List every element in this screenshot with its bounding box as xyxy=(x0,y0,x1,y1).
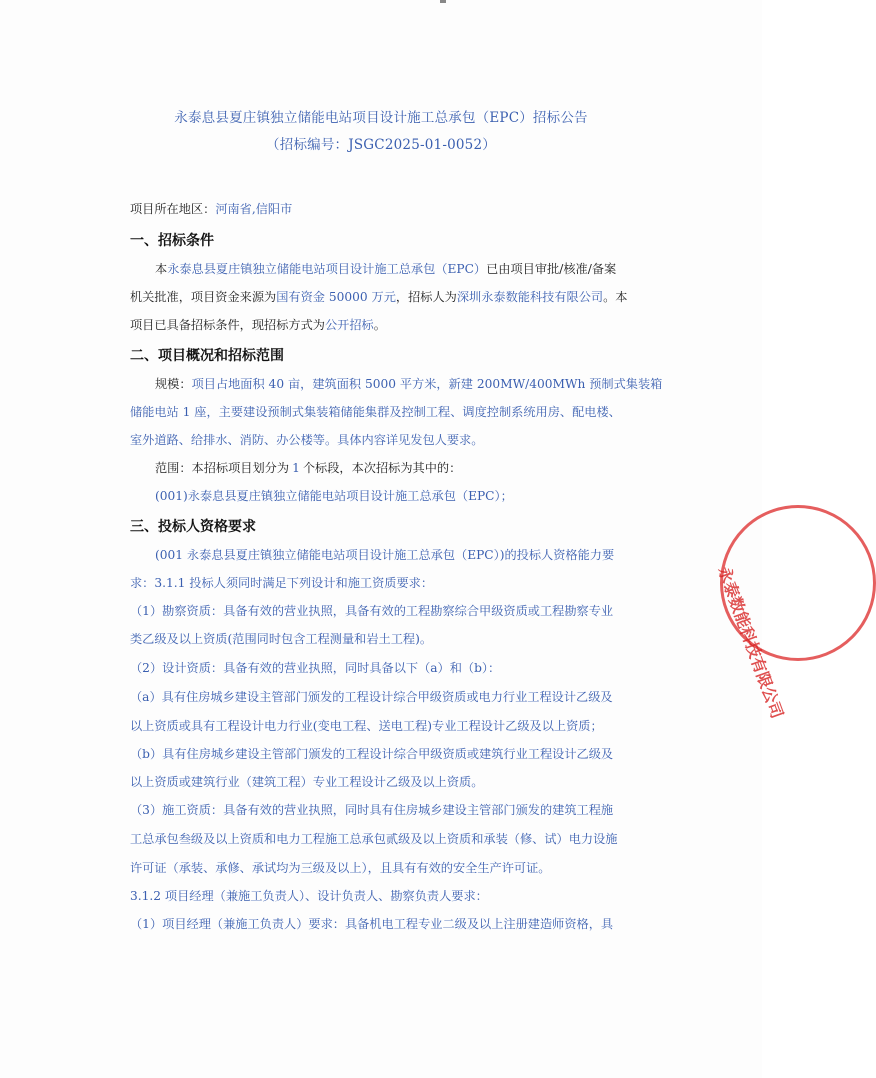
project-name: 永泰息县夏庄镇独立储能电站项目设计施工总承包（EPC） xyxy=(167,262,487,276)
qual-line-9: 以上资质或建筑行业（建筑工程）专业工程设计乙级及以上资质。 xyxy=(130,775,484,789)
qual-line-3: （1）勘察资质：具备有效的营业执照，具备有效的工程勘察综合甲级资质或工程勘察专业 xyxy=(130,604,614,618)
qual-line-11: 工总承包叁级及以上资质和电力工程施工总承包贰级及以上资质和承装（修、试）电力设施 xyxy=(130,832,618,846)
section-heading-qualifications: 三、投标人资格要求 xyxy=(130,519,256,535)
text-run: 机关批准，项目资金来源为 xyxy=(130,290,277,304)
region-value: 河南省,信阳市 xyxy=(215,202,293,216)
tenderer-name: 深圳永泰数能科技有限公司 xyxy=(456,290,604,304)
scale-line-3: 室外道路、给排水、消防、办公楼等。具体内容详见发包人要求。 xyxy=(130,433,484,447)
qual-line-10: （3）施工资质：具备有效的营业执照，同时具有住房城乡建设主管部门颁发的建筑工程施 xyxy=(130,803,614,817)
qual-line-6: （a）具有住房城乡建设主管部门颁发的工程设计综合甲级资质或电力行业工程设计乙级及 xyxy=(130,690,613,704)
section-heading-conditions: 一、招标条件 xyxy=(130,233,214,249)
scan-mark xyxy=(440,0,446,3)
qual-line-8: （b）具有住房城乡建设主管部门颁发的工程设计综合甲级资质或建筑行业工程设计乙级及 xyxy=(130,747,614,761)
conditions-line-1 xyxy=(155,261,616,277)
text-run: 。本 xyxy=(603,290,628,304)
text-run: 本 xyxy=(155,262,168,276)
text-run: 范围：本招标项目划分为 xyxy=(155,461,290,475)
qual-line-13: 3.1.2 项目经理（兼施工负责人）、设计负责人、勘察负责人要求： xyxy=(130,889,488,903)
bid-number: （招标编号：JSGC2025-01-0052） xyxy=(266,137,496,153)
scale-line-1 xyxy=(155,376,662,392)
text-run: 已由项目审批/核准/备案 xyxy=(486,262,617,276)
text-run: 项目已具备招标条件，现招标方式为 xyxy=(130,318,325,332)
bid-method: 公开招标 xyxy=(325,318,374,332)
qual-line-2: 求：3.1.1 投标人须同时满足下列设计和施工资质要求： xyxy=(130,576,434,590)
region-label: 项目所在地区： xyxy=(130,202,216,216)
text-run: ，招标人为 xyxy=(395,290,457,304)
conditions-line-2 xyxy=(130,289,627,305)
qual-line-12: 许可证（承装、承修、承试均为三级及以上），且具有有效的安全生产许可证。 xyxy=(130,861,551,875)
qual-line-14: （1）项目经理（兼施工负责人）要求：具备机电工程专业二级及以上注册建造师资格，具 xyxy=(130,917,614,931)
scale-text: 项目占地面积 40 亩，建筑面积 5000 平方米，新建 200MW/400MWh 预制式集装箱 xyxy=(191,377,663,391)
seal-text: 永泰数能科技有限公司 xyxy=(714,564,787,721)
fund-source: 国有资金 50000 万元 xyxy=(276,290,396,304)
qual-line-4: 类乙级及以上资质(范围同时包含工程测量和岩土工程)。 xyxy=(130,632,433,646)
company-seal xyxy=(714,505,876,721)
qual-line-5: （2）设计资质：具备有效的营业执照，同时具备以下（a）和（b）： xyxy=(130,661,501,675)
document-title: 永泰息县夏庄镇独立储能电站项目设计施工总承包（EPC）招标公告 xyxy=(174,110,588,126)
conditions-line-3 xyxy=(130,317,386,333)
lot-count: 1 xyxy=(292,461,300,475)
region-line xyxy=(130,201,292,217)
scope-line xyxy=(155,460,461,476)
scale-line-2: 储能电站 1 座，主要建设预制式集装箱储能集群及控制工程、调度控制系统用房、配电楼、 xyxy=(130,405,621,419)
text-run: 个标段，本次招标为其中的： xyxy=(302,461,462,475)
qual-line-1: (001 永泰息县夏庄镇独立储能电站项目设计施工总承包（EPC）)的投标人资格能力要 xyxy=(155,548,615,562)
section-heading-overview: 二、项目概况和招标范围 xyxy=(130,348,284,364)
scale-label: 规模： xyxy=(155,377,192,391)
lot-line: (001)永泰息县夏庄镇独立储能电站项目设计施工总承包（EPC）； xyxy=(155,489,513,503)
qual-line-7: 以上资质或具有工程设计电力行业(变电工程、送电工程)专业工程设计乙级及以上资质； xyxy=(130,719,603,733)
text-run: 。 xyxy=(373,318,386,332)
